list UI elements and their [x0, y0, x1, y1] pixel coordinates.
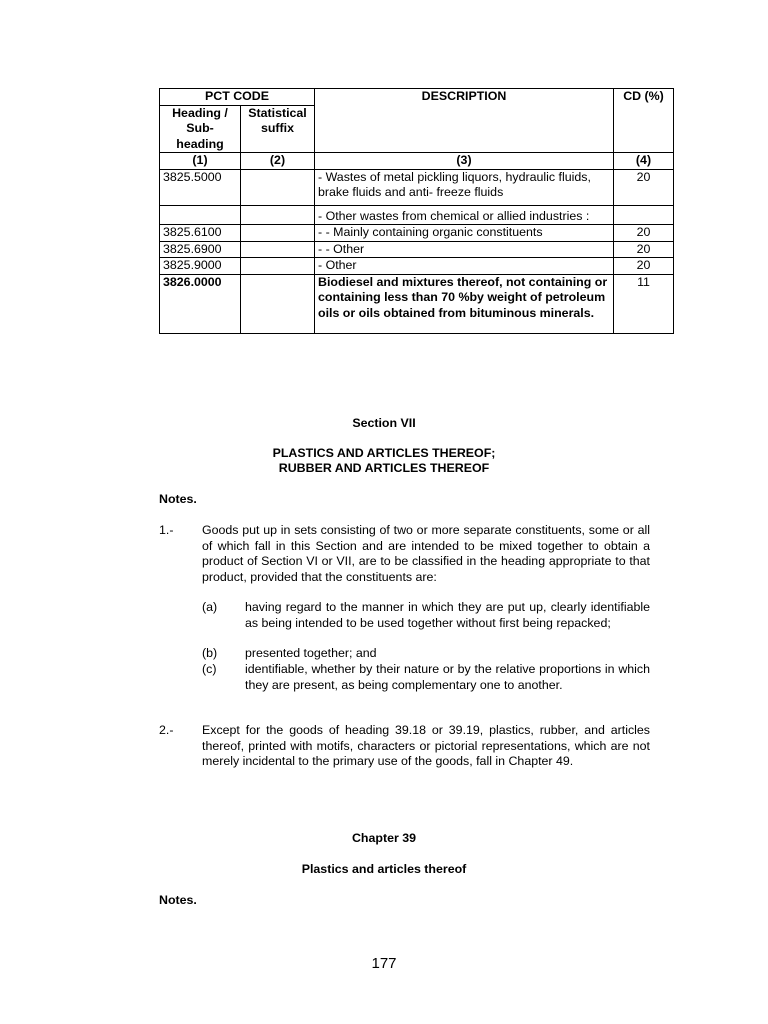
row-description: - - Mainly containing organic constituents [315, 225, 614, 242]
row-cd: 20 [614, 258, 674, 275]
row-code: 3826.0000 [160, 274, 241, 334]
row-cd: 20 [614, 225, 674, 242]
row-suffix [241, 205, 315, 225]
section-heading-line-1: PLASTICS AND ARTICLES THEREOF; [272, 446, 496, 460]
note-number: 1.- [159, 523, 174, 537]
chapter-notes-label: Notes. [159, 893, 197, 907]
note-item-text: having regard to the manner in which they are put up, clearly identifiable as being intended to be used together without first being repacked; [245, 600, 650, 630]
chapter-subtitle: Plastics and articles thereof [301, 862, 467, 876]
table-row [160, 274, 674, 334]
row-suffix [241, 169, 315, 205]
row-description: - Wastes of metal pickling liquors, hydraulic fluids, brake fluids and anti- freeze fluids [315, 169, 614, 205]
note-text: Except for the goods of heading 39.18 or 39.19, plastics, rubber, and articles thereof, printed with motifs, characters or pictorial representations, which are not merely incidental to the primary use of the goods, fall in Chapter 49. [202, 723, 650, 768]
page-number: 177 [371, 955, 397, 972]
row-cd: 20 [614, 169, 674, 205]
table-row [160, 258, 674, 275]
row-suffix [241, 241, 315, 258]
row-code: 3825.9000 [160, 258, 241, 275]
row-description: Biodiesel and mixtures thereof, not containing or containing less than 70 %by weight of petroleum oils or oils obtained from bituminous minerals. [315, 274, 614, 334]
row-code: 3825.6900 [160, 241, 241, 258]
table-row [160, 225, 674, 242]
section-heading-line-2: RUBBER AND ARTICLES THEREOF [278, 461, 490, 475]
row-suffix [241, 274, 315, 334]
row-suffix [241, 258, 315, 275]
description-header: DESCRIPTION [315, 89, 614, 153]
column-number-row [160, 153, 674, 170]
col-number-2: (2) [241, 153, 315, 170]
chapter-title: Chapter 39 [351, 831, 417, 845]
row-description: - - Other [315, 241, 614, 258]
table-row [160, 241, 674, 258]
table-row [160, 169, 674, 205]
note-item-letter: (b) [202, 646, 218, 660]
tariff-table [159, 88, 674, 334]
row-cd: 20 [614, 241, 674, 258]
table-row [160, 205, 674, 225]
section-title: Section VII [352, 416, 416, 430]
row-description: - Other wastes from chemical or allied industries : [315, 205, 614, 225]
col-number-1: (1) [160, 153, 241, 170]
note-text: Goods put up in sets consisting of two or more separate constituents, some or all of which fall in this Section and are intended to be mixed together to obtain a product of Section VI or VII, are to be classified in the heading appropriate to that product, provided that the constituents are: [202, 523, 650, 584]
note-item-letter: (c) [202, 662, 217, 676]
row-suffix [241, 225, 315, 242]
note-item-letter: (a) [202, 600, 218, 614]
heading-subheading-header: Heading / Sub-heading [160, 105, 241, 153]
row-description: - Other [315, 258, 614, 275]
row-cd [614, 205, 674, 225]
row-code: 3825.5000 [160, 169, 241, 205]
col-number-3: (3) [315, 153, 614, 170]
col-number-4: (4) [614, 153, 674, 170]
statistical-suffix-header: Statistical suffix [241, 105, 315, 153]
section-notes-label: Notes. [159, 492, 197, 506]
row-code: 3825.6100 [160, 225, 241, 242]
row-cd: 11 [614, 274, 674, 334]
note-number: 2.- [159, 723, 174, 737]
note-item-text: identifiable, whether by their nature or by the relative proportions in which they are present, as being complementary one to another. [245, 662, 650, 692]
pct-code-header: PCT CODE [160, 89, 315, 106]
cd-header: CD (%) [614, 89, 674, 153]
note-item-text: presented together; and [245, 646, 377, 660]
table-header-row [160, 89, 674, 106]
row-code [160, 205, 241, 225]
